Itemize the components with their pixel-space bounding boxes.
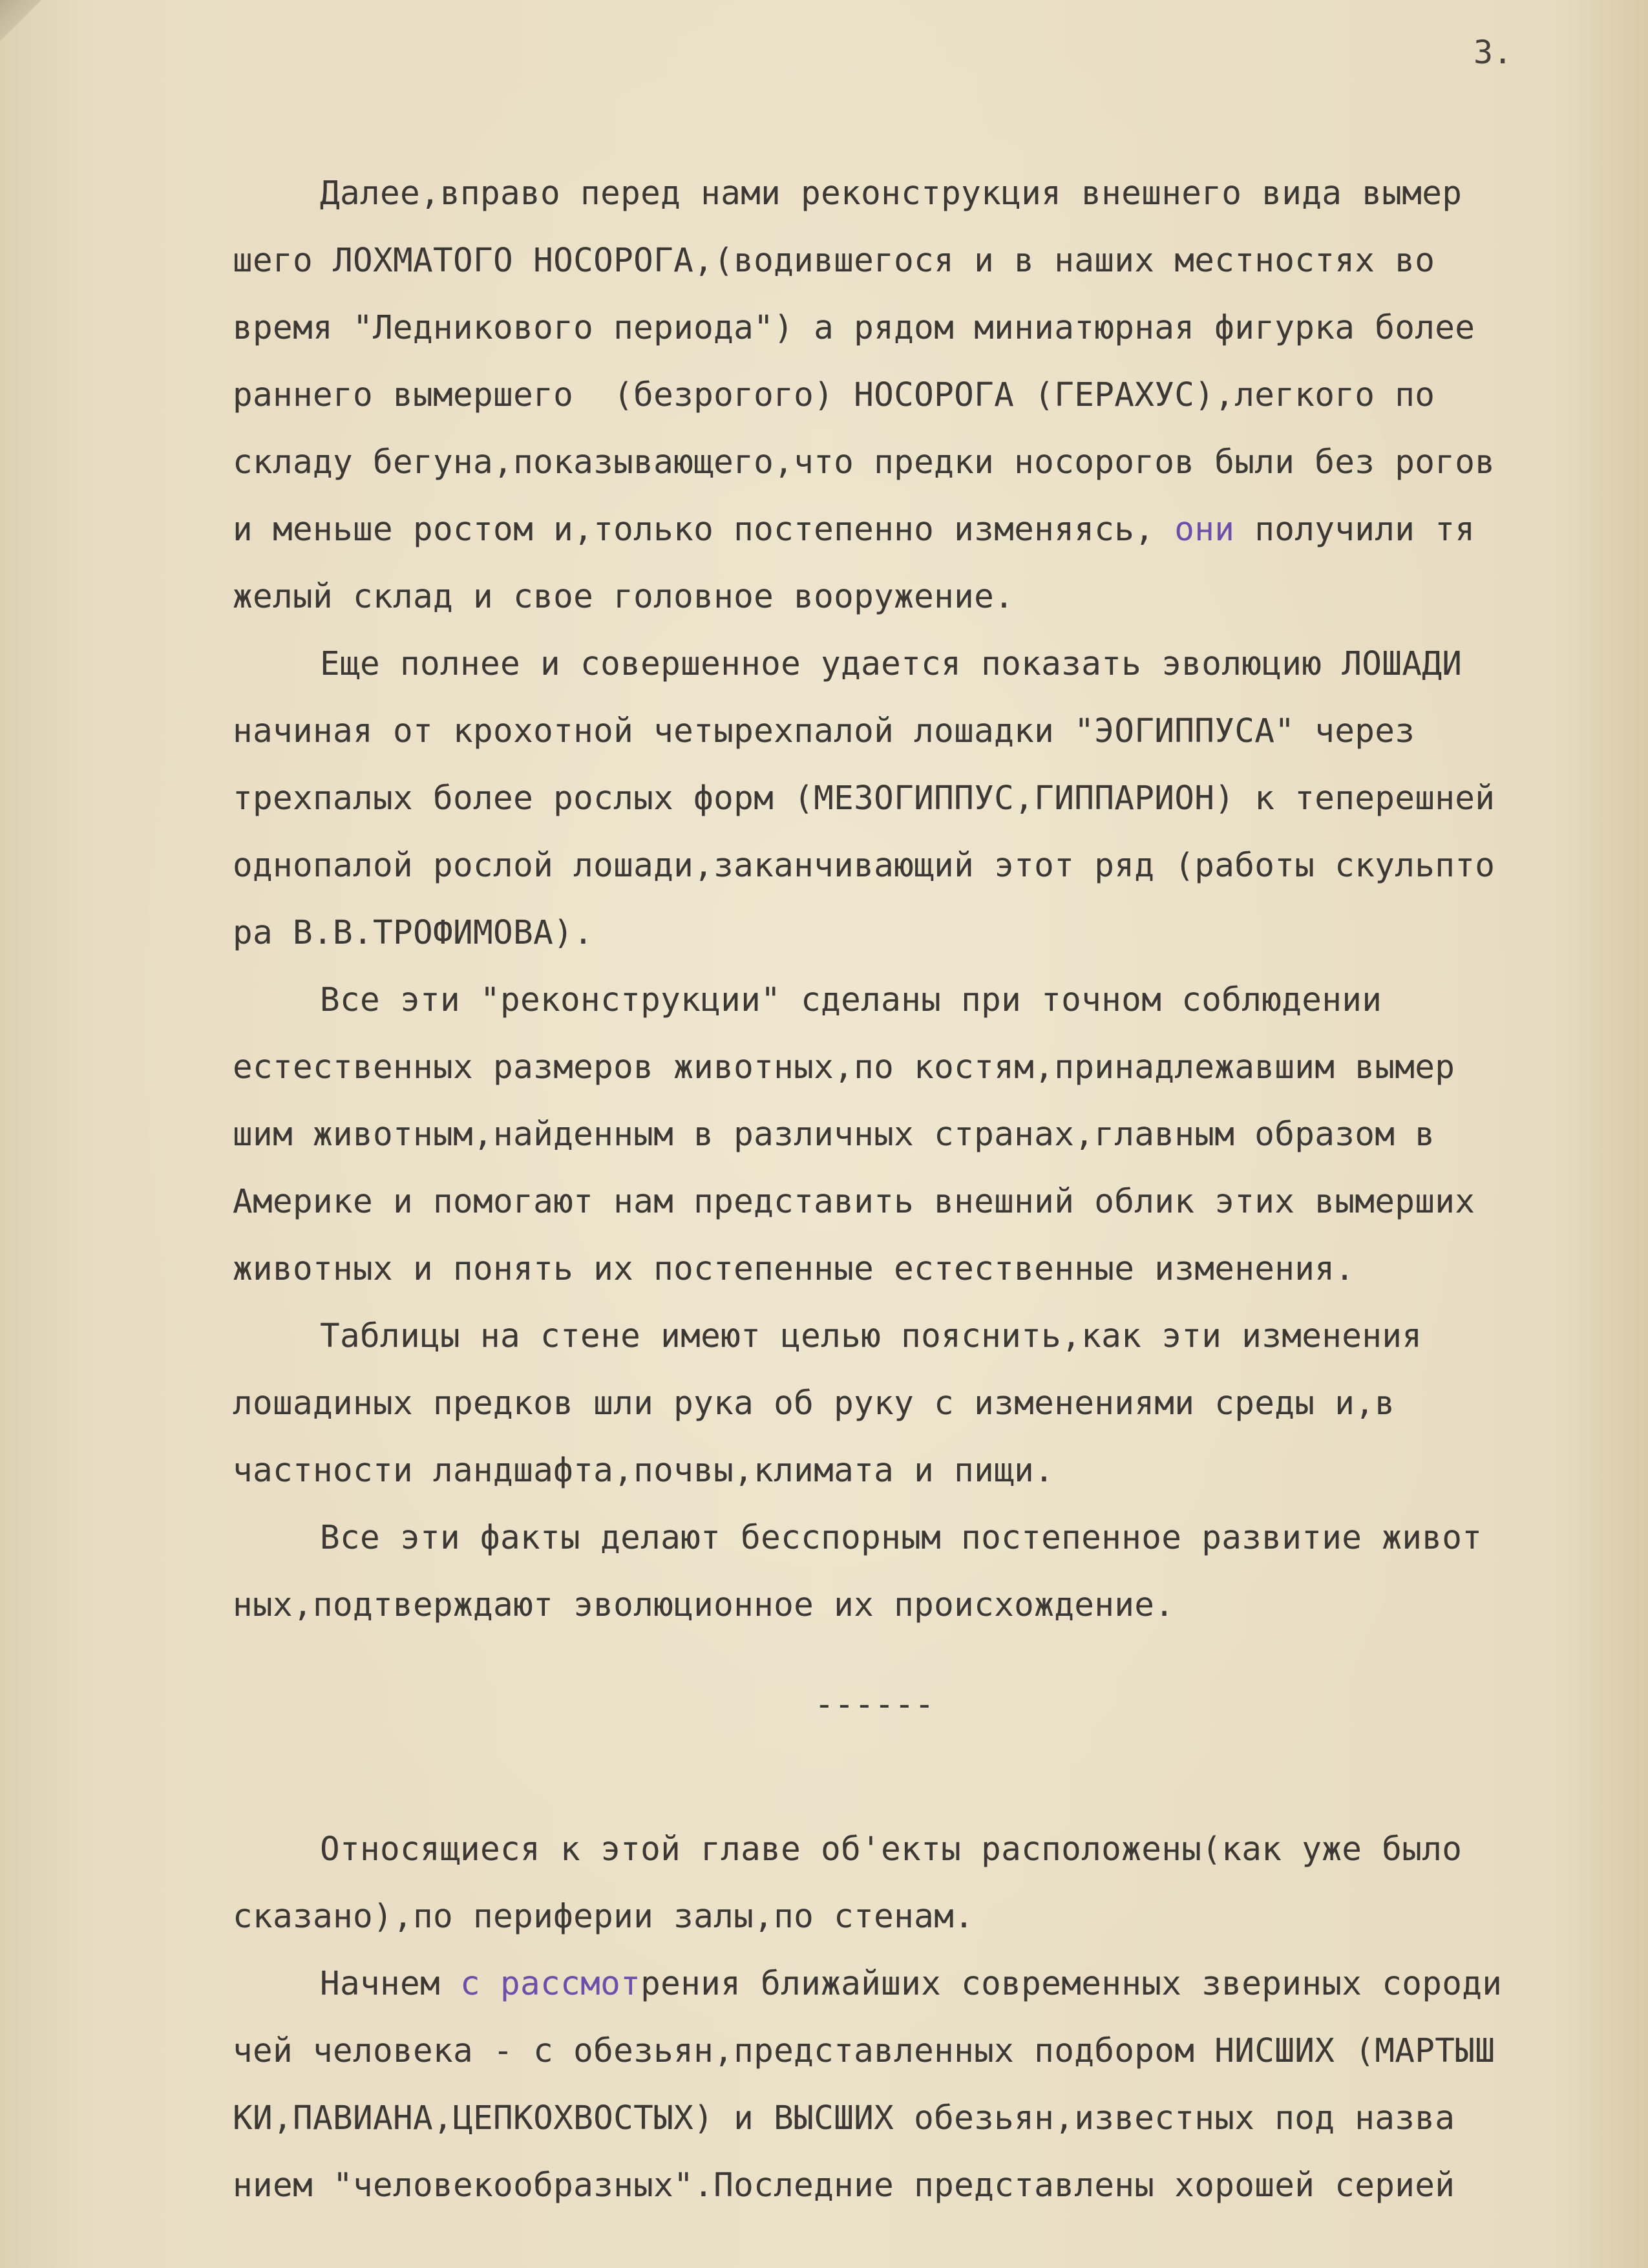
text-line: желый склад и свое головное вооружение.	[233, 578, 1015, 616]
text-line: Таблицы на стене имеют целью пояснить,как эти изменения	[320, 1317, 1422, 1355]
text-line: животных и понять их постепенные естественные изменения.	[233, 1250, 1355, 1288]
page-number: 3.	[1474, 34, 1513, 71]
text-line: КИ,ПАВИАНА,ЦЕПКОХВОСТЫХ) и ВЫСШИХ обезьян,известных под назва	[233, 2099, 1455, 2137]
text-line: складу бегуна,показывающего,что предки носорогов были без рогов	[233, 443, 1495, 482]
text-line: частности ландшафта,почвы,климата и пищи.	[233, 1452, 1055, 1490]
text-line: Америке и помогают нам представить внешний облик этих вымерших	[233, 1183, 1475, 1221]
text-line: ных,подтверждают эволюционное их происхождение.	[233, 1586, 1175, 1624]
typewritten-body	[233, 160, 1596, 2220]
text-line: лошадиных предков шли рука об руку с изменениями среды и,в	[233, 1384, 1395, 1423]
text-line: Все эти факты делают бесспорным постепенное развитие живот	[320, 1519, 1483, 1557]
text-line: шего ЛОХМАТОГО НОСОРОГА,(водившегося и в наших местностях во	[233, 242, 1435, 280]
text-line: трехпалых более рослых форм (МЕЗОГИППУС,ГИППАРИОН) к теперешней	[233, 779, 1495, 818]
handwritten-correction: они	[1174, 511, 1235, 549]
text-line: однопалой рослой лошади,заканчивающий этот ряд (работы скульпто	[233, 847, 1495, 885]
text-line: начиная от крохотной четырехпалой лошадки "ЭОГИППУСА" через	[233, 712, 1415, 750]
text-line: Относящиеся к этой главе об'екты расположены(как уже было	[320, 1830, 1463, 1869]
text-line: ра В.В.ТРОФИМОВА).	[233, 914, 594, 952]
text-line-part: рения ближайших современных звериных сороди	[640, 1965, 1503, 2003]
text-line: время "Ледникового периода") а рядом миниатюрная фигурка более	[233, 309, 1475, 347]
text-line: чей человека - с обезьян,представленных подбором НИСШИХ (МАРТЫШ	[233, 2032, 1495, 2070]
section-separator: ------	[814, 1686, 935, 1724]
text-line: шим животным,найденным в различных странах,главным образом в	[233, 1116, 1435, 1154]
text-line: нием "человекообразных".Последние представлены хорошей серией	[233, 2167, 1455, 2205]
handwritten-correction: с рассмот	[460, 1965, 641, 2003]
text-line-part: и меньше ростом и,только постепенно изменяясь,	[233, 511, 1175, 549]
text-line: раннего вымершего (безрогого) НОСОРОГА (ГЕРАХУС),легкого по	[233, 376, 1435, 414]
text-line: Еще полнее и совершенное удается показать эволюцию ЛОШАДИ	[320, 645, 1463, 683]
text-line: Далее,вправо перед нами реконструкция внешнего вида вымер	[320, 175, 1463, 213]
text-line	[233, 496, 1596, 564]
text-line: сказано),по периферии залы,по стенам.	[233, 1898, 975, 1936]
text-line	[233, 1951, 1596, 2018]
folded-corner	[0, 0, 45, 45]
text-line-part: получили тя	[1234, 511, 1475, 549]
text-line: естественных размеров животных,по костям,принадлежавшим вымер	[233, 1048, 1455, 1086]
text-line-part: Начнем	[320, 1965, 461, 2003]
text-line: Все эти "реконструкции" сделаны при точном соблюдении	[320, 981, 1382, 1019]
